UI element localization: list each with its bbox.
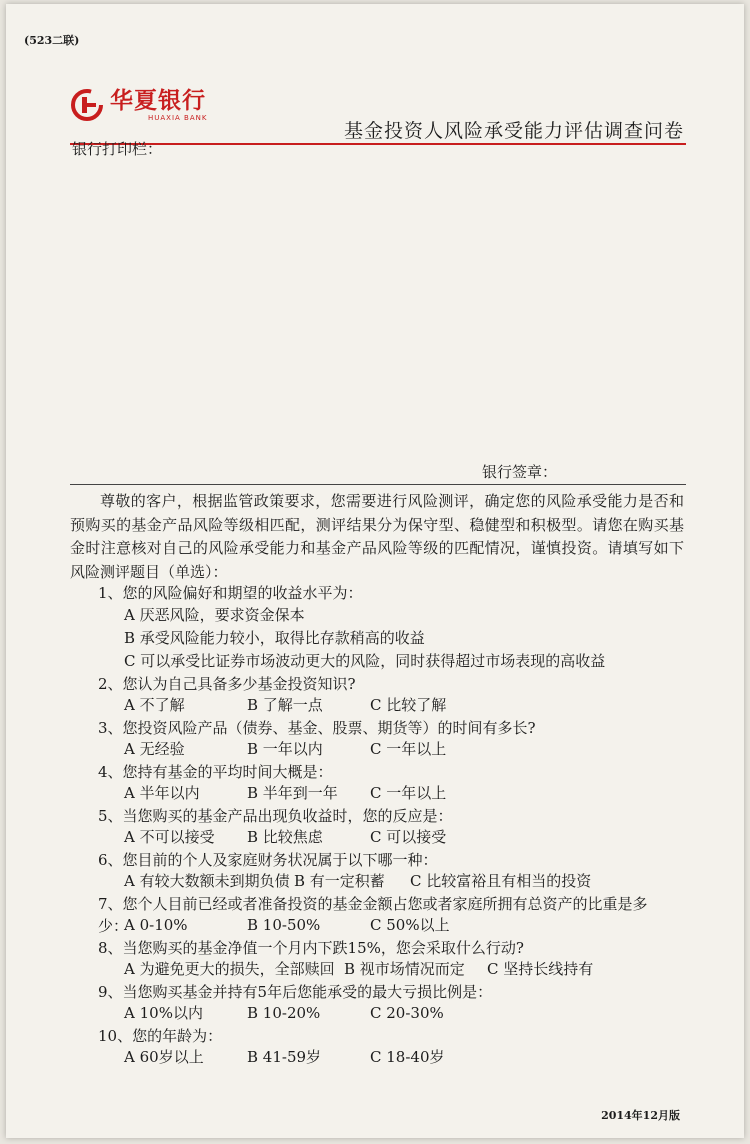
option-b: B 比较焦虑 (247, 828, 323, 846)
option-b: B 有一定积蓄 (294, 872, 385, 890)
option-b: B 半年到一年 (247, 784, 338, 802)
option-a: A 0-10% (124, 916, 188, 934)
option-a: A 有较大数额未到期负债 (124, 872, 290, 890)
option-c: C 坚持长线持有 (487, 960, 594, 978)
bank-signature-label: 银行签章： (482, 463, 558, 481)
question-text: 2、您认为自己具备多少基金投资知识? (98, 675, 356, 693)
option-c: C 可以承受比证券市场波动更大的风险，同时获得超过市场表现的高收益 (124, 652, 606, 670)
question-3 (88, 717, 668, 760)
option-a: A 60岁以上 (124, 1048, 204, 1066)
option-b: B 视市场情况而定 (344, 960, 465, 978)
questionnaire-sheet (6, 4, 744, 1138)
question-list (88, 582, 668, 1069)
huaxia-logo-icon (70, 88, 104, 122)
copy-code: (523二联) (24, 34, 80, 47)
header-divider (70, 143, 686, 145)
bank-print-area-label: 银行打印栏： (72, 140, 163, 158)
question-10 (88, 1025, 668, 1068)
bank-logo (70, 88, 207, 122)
question-text: 10、您的年龄为： (98, 1027, 223, 1045)
bank-name-cn: 华夏银行 (110, 87, 206, 114)
question-6 (88, 849, 668, 892)
question-text: 3、您投资风险产品（债券、基金、股票、期货等）的时间有多长? (98, 719, 536, 737)
bank-name-en: HUAXIA BANK (148, 113, 208, 122)
option-c: C 18-40岁 (370, 1048, 445, 1066)
options-row (124, 695, 668, 716)
intro-paragraph: 尊敬的客户，根据监管政策要求，您需要进行风险测评，确定您的风险承受能力是否和预购买的基金产品风险等级相匹配，测评结果分为保守型、稳健型和积极型。请您在购买基金时注意核对自己的风险承受能力和基金产品风险等级的匹配情况，谨慎投资。请填写如下风险测评题目（单选）： (70, 492, 684, 581)
question-9 (88, 981, 668, 1024)
option-a: A 不了解 (124, 696, 185, 714)
option-b: B 一年以内 (247, 740, 323, 758)
question-text: 7、您个人目前已经或者准备投资的基金金额占您或者家庭所拥有总资产的比重是多少： (98, 895, 648, 935)
option-c: C 一年以上 (370, 784, 447, 802)
option-b: B 41-59岁 (247, 1048, 322, 1066)
option-a: A 不可以接受 (124, 828, 215, 846)
document-title: 基金投资人风险承受能力评估调查问卷 (343, 120, 684, 142)
question-text: 4、您持有基金的平均时间大概是： (98, 763, 333, 781)
edition-label: 2014年12月版 (601, 1109, 680, 1122)
option-a: A 为避免更大的损失，全部赎回 (124, 960, 335, 978)
options-row (124, 739, 668, 760)
option-c: C 可以接受 (370, 828, 447, 846)
question-text: 5、当您购买的基金产品出现负收益时，您的反应是： (98, 807, 453, 825)
options-row (124, 1047, 668, 1068)
option-a: A 半年以内 (124, 784, 200, 802)
options-row (124, 783, 668, 804)
signature-divider (70, 484, 686, 485)
options-row (124, 827, 668, 848)
question-5 (88, 805, 668, 848)
option-a: A 10%以内 (124, 1004, 203, 1022)
options-row (124, 959, 668, 980)
option-b: B 10-50% (247, 916, 321, 934)
question-1 (88, 582, 668, 673)
question-text: 9、当您购买基金并持有5年后您能承受的最大亏损比例是： (98, 983, 493, 1001)
option-b: B 了解一点 (247, 696, 323, 714)
question-text: 8、当您购买的基金净值一个月内下跌15%，您会采取什么行动? (98, 939, 524, 957)
options-row (124, 871, 668, 892)
question-text: 1、您的风险偏好和期望的收益水平为： (98, 584, 363, 602)
option-c: C 50%以上 (370, 916, 450, 934)
option-b: B 承受风险能力较小，取得比存款稍高的收益 (124, 629, 425, 647)
option-a: A 无经验 (124, 740, 185, 758)
option-c: C 20-30% (370, 1004, 444, 1022)
question-7 (88, 893, 668, 936)
question-4 (88, 761, 668, 804)
options-row (124, 915, 668, 936)
option-b: B 10-20% (247, 1004, 321, 1022)
option-a: A 厌恶风险，要求资金保本 (124, 606, 305, 624)
option-c: C 比较了解 (370, 696, 447, 714)
option-c: C 比较富裕且有相当的投资 (410, 872, 592, 890)
question-text: 6、您目前的个人及家庭财务状况属于以下哪一种： (98, 851, 438, 869)
option-c: C 一年以上 (370, 740, 447, 758)
question-8 (88, 937, 668, 980)
options-row (124, 1003, 668, 1024)
question-2 (88, 673, 668, 716)
